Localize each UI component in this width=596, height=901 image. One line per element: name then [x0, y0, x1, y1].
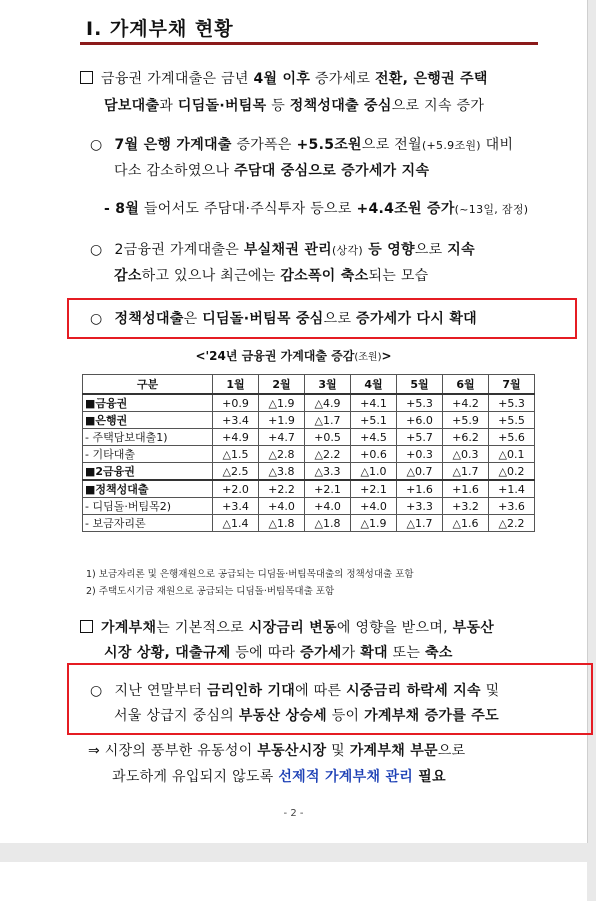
table-cell: +4.5: [351, 429, 397, 446]
table-cell: △1.4: [213, 515, 259, 532]
table-cell: △0.2: [489, 463, 535, 481]
sub-item-1-line-1: ○ 7월 은행 가계대출 증가폭은 +5.5조원으로 전월(+5.9조원) 대비: [90, 137, 514, 153]
table-cell: +3.3: [397, 498, 443, 515]
table-cell: △1.6: [443, 515, 489, 532]
table-cell: △2.5: [213, 463, 259, 481]
table-cell: +4.1: [351, 394, 397, 412]
circle-bullet-icon: ○: [90, 311, 103, 327]
table-cell: +4.2: [443, 394, 489, 412]
table-cell: △1.7: [305, 412, 351, 429]
table-cell: △1.5: [213, 446, 259, 463]
row-label: ■은행권: [83, 412, 213, 429]
table-cell: △2.2: [305, 446, 351, 463]
page-number: - 2 -: [283, 808, 304, 819]
table-cell: △3.8: [259, 463, 305, 481]
table-cell: +0.5: [305, 429, 351, 446]
footnote-2: 2) 주택도시기금 재원으로 공급되는 디딤돌·버팀목대출 포함: [86, 586, 335, 597]
bullet-item-2-line-2: 시장 상황, 대출규제 등에 따라 증가세가 확대 또는 축소: [104, 645, 453, 661]
table-row: [83, 498, 535, 515]
table-cell: +5.9: [443, 412, 489, 429]
table-row: [83, 412, 535, 429]
sub-item-2-line-1: ○ 2금융권 가계대출은 부실채권 관리(상각) 등 영향으로 지속: [90, 242, 475, 258]
table-cell: +3.4: [213, 498, 259, 515]
column-header: 4월: [351, 375, 397, 395]
table-cell: △0.3: [443, 446, 489, 463]
table-cell: +4.0: [305, 498, 351, 515]
table-cell: △1.0: [351, 463, 397, 481]
table-cell: △2.8: [259, 446, 305, 463]
row-label: ■정책성대출: [83, 480, 213, 498]
table-cell: +0.6: [351, 446, 397, 463]
row-label: - 디딤돌·버팀목2): [83, 498, 213, 515]
table-cell: +2.1: [351, 480, 397, 498]
bullet-item-1-line-2: 담보대출과 디딤돌·버팀목 등 정책성대출 중심으로 지속 증가: [104, 98, 485, 114]
table-cell: △1.8: [259, 515, 305, 532]
table-row: [83, 446, 535, 463]
table-cell: △1.8: [305, 515, 351, 532]
column-header: 6월: [443, 375, 489, 395]
table-cell: +0.3: [397, 446, 443, 463]
column-header: 구분: [83, 375, 213, 395]
table-cell: △1.9: [351, 515, 397, 532]
row-label: ■금융권: [83, 394, 213, 412]
table-cell: +1.6: [443, 480, 489, 498]
table-row: [83, 463, 535, 481]
column-header: 3월: [305, 375, 351, 395]
table-cell: +4.0: [351, 498, 397, 515]
table-header-row: [83, 375, 535, 395]
footnote-1: 1) 보금자리론 및 은행재원으로 공급되는 디딤돌·버팀목대출의 정책성대출 포함: [86, 569, 414, 580]
sub-item-1-line-2: 다소 감소하였으나 주담대 중심으로 증가세가 지속: [114, 163, 430, 179]
bullet-item-2-line-1: 가계부채는 기본적으로 시장금리 변동에 영향을 받으며, 부동산: [80, 617, 494, 637]
column-header: 5월: [397, 375, 443, 395]
table-cell: +1.4: [489, 480, 535, 498]
table-cell: △0.1: [489, 446, 535, 463]
row-label: ■2금융권: [83, 463, 213, 481]
table-cell: +2.0: [213, 480, 259, 498]
table-cell: △1.7: [443, 463, 489, 481]
table-cell: +0.9: [213, 394, 259, 412]
row-label: - 보금자리론: [83, 515, 213, 532]
table-row: [83, 394, 535, 412]
table-cell: △1.7: [397, 515, 443, 532]
bullet-item-1-line-1: 금융권 가계대출은 금년 4월 이후 증가세로 전환, 은행권 주택: [80, 68, 488, 88]
table-cell: △3.3: [305, 463, 351, 481]
table-cell: +4.0: [259, 498, 305, 515]
column-header: 7월: [489, 375, 535, 395]
table-cell: +6.0: [397, 412, 443, 429]
table-cell: △1.9: [259, 394, 305, 412]
table-cell: +3.2: [443, 498, 489, 515]
table-cell: +3.6: [489, 498, 535, 515]
sub-item-2-line-2: 감소하고 있으나 최근에는 감소폭이 축소되는 모습: [114, 268, 429, 284]
table-title: <'24년 금융권 가계대출 증감(조원)>: [195, 349, 392, 363]
table-cell: +1.6: [397, 480, 443, 498]
table-row: [83, 515, 535, 532]
table-cell: +4.7: [259, 429, 305, 446]
table-cell: +5.1: [351, 412, 397, 429]
row-label: - 기타대출: [83, 446, 213, 463]
table-cell: +5.3: [397, 394, 443, 412]
square-bullet-icon: [80, 71, 93, 84]
table-cell: +2.2: [259, 480, 305, 498]
table-cell: △4.9: [305, 394, 351, 412]
table-cell: +5.5: [489, 412, 535, 429]
table-cell: +3.4: [213, 412, 259, 429]
table-cell: +5.3: [489, 394, 535, 412]
table-cell: △0.7: [397, 463, 443, 481]
conclusion-line-1: ⇒ 시장의 풍부한 유동성이 부동산시장 및 가계부채 부문으로: [88, 743, 466, 759]
conclusion-line-2: 과도하게 유입되지 않도록 선제적 가계부채 관리 필요: [112, 769, 446, 785]
table-cell: +5.7: [397, 429, 443, 446]
table-row: [83, 429, 535, 446]
next-page-top: [0, 862, 587, 901]
sub-sub-item-1: - 8월 들어서도 주담대·주식투자 등으로 +4.4조원 증가(~13일, 잠정): [104, 201, 529, 217]
column-header: 1월: [213, 375, 259, 395]
table-cell: +1.9: [259, 412, 305, 429]
table-row: [83, 480, 535, 498]
sub-item-4-line-1: ○ 지난 연말부터 금리인하 기대에 따른 시중금리 하락세 지속 및: [90, 683, 500, 699]
section-title-rule: [80, 42, 538, 45]
square-bullet-icon: [80, 620, 93, 633]
loan-change-table: [82, 374, 535, 532]
table-cell: +4.9: [213, 429, 259, 446]
section-title: Ⅰ. 가계부채 현황: [86, 18, 234, 40]
sub-item-4-line-2: 서울 상급지 중심의 부동산 상승세 등이 가계부채 증가를 주도: [114, 708, 499, 724]
circle-bullet-icon: ○: [90, 242, 103, 258]
circle-bullet-icon: ○: [90, 683, 103, 699]
table-cell: +6.2: [443, 429, 489, 446]
circle-bullet-icon: ○: [90, 137, 103, 153]
table-cell: +2.1: [305, 480, 351, 498]
column-header: 2월: [259, 375, 305, 395]
row-label: - 주택담보대출1): [83, 429, 213, 446]
table-cell: +5.6: [489, 429, 535, 446]
table-cell: △2.2: [489, 515, 535, 532]
sub-item-3: ○ 정책성대출은 디딤돌·버팀목 중심으로 증가세가 다시 확대: [90, 311, 477, 327]
